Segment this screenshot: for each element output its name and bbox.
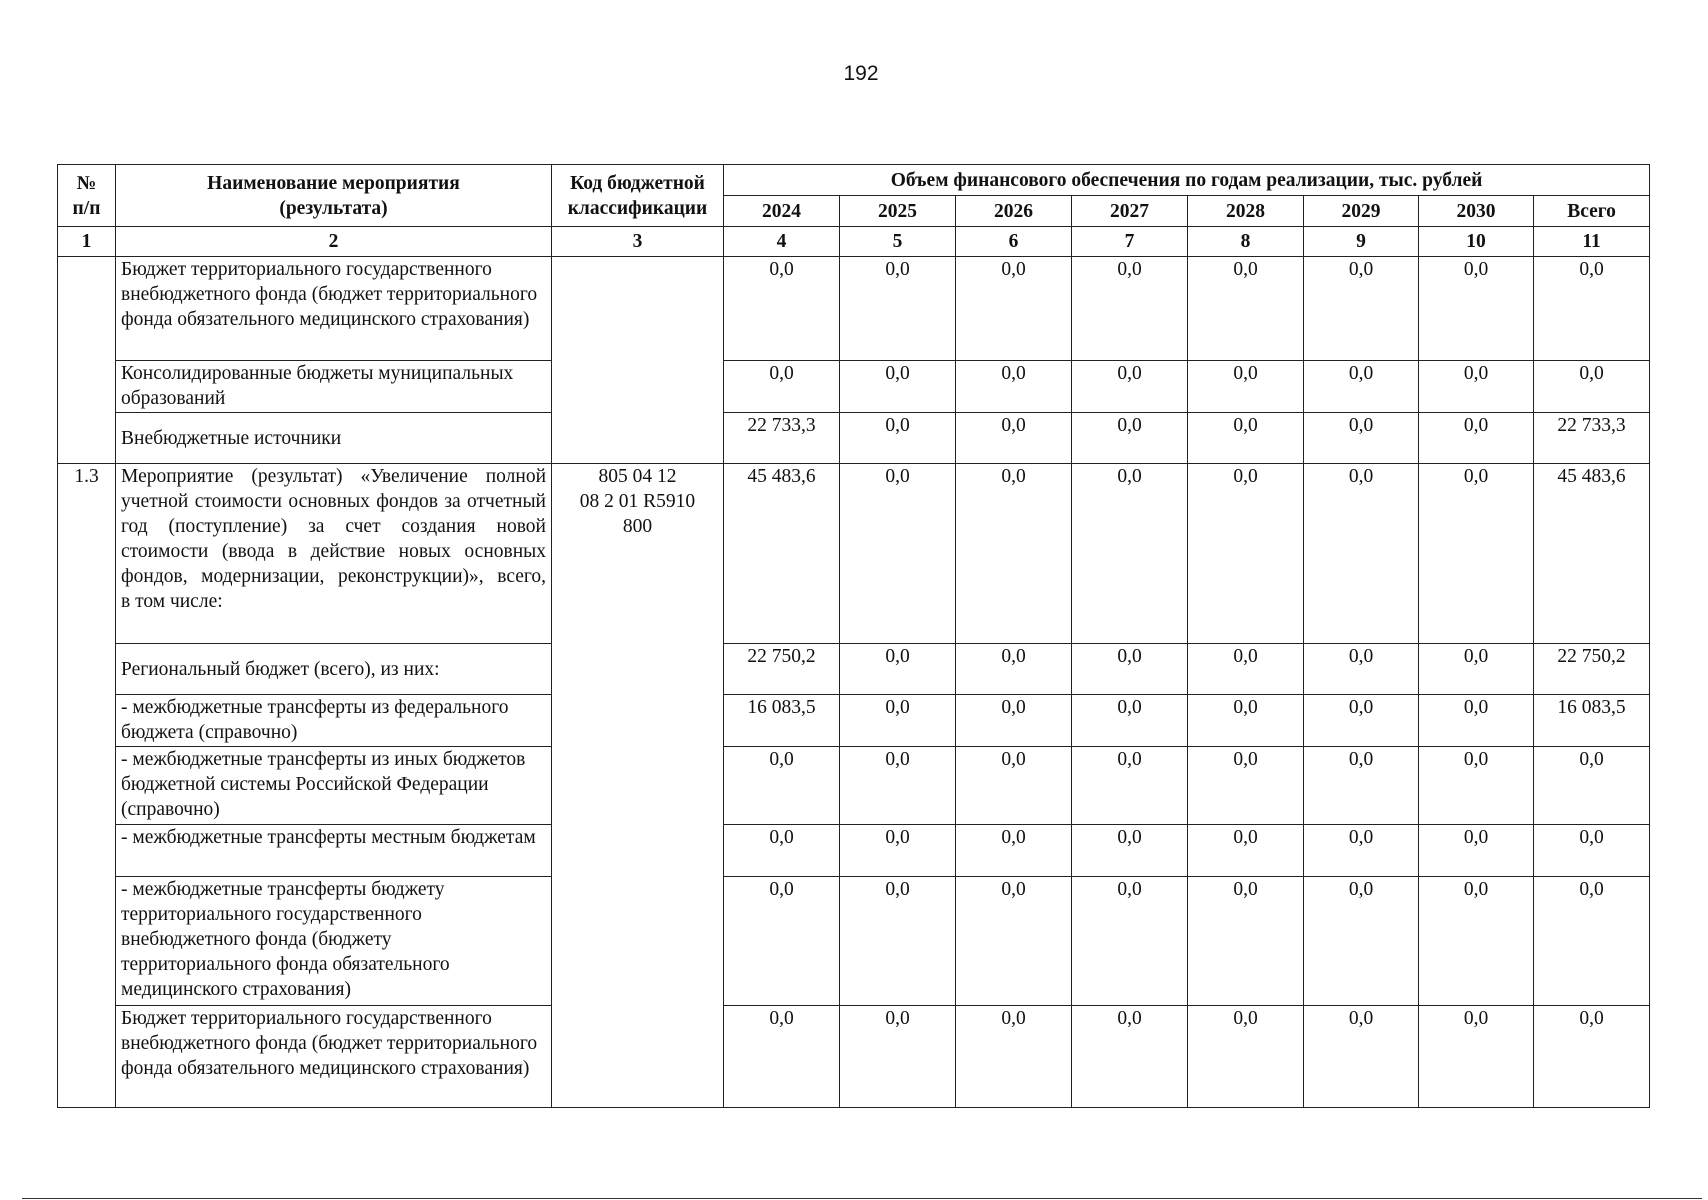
value-cell: 0,0: [1188, 825, 1304, 877]
value-cell: 0,0: [840, 644, 956, 695]
header-code-text: Код бюджетной классификации: [567, 172, 708, 219]
table-row: [58, 747, 1650, 825]
value-cell: 0,0: [1072, 644, 1188, 695]
header-year: 2027: [1072, 196, 1188, 227]
row-name-last-line: в том числе:: [121, 591, 223, 612]
value-cell: 0,0: [1072, 464, 1188, 644]
value-cell: 0,0: [1304, 361, 1419, 413]
value-cell: 0,0: [840, 361, 956, 413]
value-cell: 0,0: [1072, 747, 1188, 825]
row-name: [116, 464, 552, 644]
value-cell: 0,0: [840, 877, 956, 1006]
table-row: [58, 644, 1650, 695]
header-year: 2030: [1419, 196, 1534, 227]
value-cell: 0,0: [956, 747, 1072, 825]
column-index: 10: [1419, 227, 1534, 257]
column-index: 7: [1072, 227, 1188, 257]
value-cell: 0,0: [1304, 1006, 1419, 1108]
value-cell: 0,0: [1072, 825, 1188, 877]
row-name: - межбюджетные трансферты из федерального бюджета (справочно): [116, 695, 552, 747]
value-cell: 0,0: [1534, 257, 1650, 361]
value-cell: 0,0: [840, 747, 956, 825]
value-cell: 0,0: [1534, 1006, 1650, 1108]
value-cell: 0,0: [1304, 825, 1419, 877]
row-name: - межбюджетные трансферты бюджету территориального государственного внебюджетного фонда (бюджету территориального фонда обязательного медицинского страхования): [116, 877, 552, 1006]
row-name: Внебюджетные источники: [116, 413, 552, 464]
value-cell: 0,0: [1188, 361, 1304, 413]
column-index: 3: [552, 227, 724, 257]
row-name-main: Мероприятие (результат) «Увеличение полной учетной стоимости основных фондов за отчетный год (поступление) за счет создания новой стоимости (ввода в действие новых основных фондов, модернизации, реконструкции)», всего,: [121, 466, 546, 587]
budget-code-line: 805 04 12: [598, 466, 677, 487]
value-cell: 0,0: [1419, 747, 1534, 825]
value-cell: 0,0: [956, 1006, 1072, 1108]
header-year: 2026: [956, 196, 1072, 227]
table-row: [58, 825, 1650, 877]
value-cell: 0,0: [1419, 464, 1534, 644]
table-row: [58, 464, 1650, 644]
header-year: 2029: [1304, 196, 1419, 227]
value-cell: 0,0: [1188, 413, 1304, 464]
value-cell: 0,0: [1188, 877, 1304, 1006]
value-cell: 0,0: [956, 413, 1072, 464]
value-cell: 0,0: [1188, 747, 1304, 825]
column-index: 2: [116, 227, 552, 257]
budget-code-line: 800: [622, 516, 653, 537]
value-cell: 0,0: [1304, 747, 1419, 825]
column-index: 1: [58, 227, 116, 257]
value-cell: 0,0: [1419, 1006, 1534, 1108]
value-cell: 0,0: [840, 413, 956, 464]
table-row: [58, 695, 1650, 747]
value-cell: 0,0: [724, 747, 840, 825]
row-name: - межбюджетные трансферты местным бюджетам: [116, 825, 552, 877]
header-code: [552, 165, 724, 227]
value-cell: 0,0: [1419, 825, 1534, 877]
value-cell: 0,0: [1419, 877, 1534, 1006]
header-year: 2024: [724, 196, 840, 227]
value-cell: 22 733,3: [1534, 413, 1650, 464]
value-cell: 0,0: [1072, 695, 1188, 747]
value-cell: 22 750,2: [724, 644, 840, 695]
value-cell: 0,0: [840, 825, 956, 877]
value-cell: 0,0: [1534, 747, 1650, 825]
value-cell: 0,0: [1072, 257, 1188, 361]
value-cell: 0,0: [1072, 413, 1188, 464]
value-cell: 0,0: [1188, 695, 1304, 747]
value-cell: 0,0: [1304, 464, 1419, 644]
table-row: [58, 257, 1650, 361]
row-name: Бюджет территориального государственного внебюджетного фонда (бюджет территориального фонда обязательного медицинского страхования): [116, 1006, 552, 1108]
table-row: [58, 877, 1650, 1006]
column-index: 8: [1188, 227, 1304, 257]
value-cell: 0,0: [840, 695, 956, 747]
row-name: Региональный бюджет (всего), из них:: [116, 644, 552, 695]
value-cell: 0,0: [1188, 1006, 1304, 1108]
table-row: [58, 1006, 1650, 1108]
budget-code: [552, 464, 724, 1108]
bottom-divider: [22, 1198, 1702, 1199]
header-year: 2025: [840, 196, 956, 227]
row-index: 1.3: [58, 464, 116, 1108]
value-cell: 45 483,6: [724, 464, 840, 644]
column-index: 11: [1534, 227, 1650, 257]
table-row: [58, 413, 1650, 464]
header-number: [58, 165, 116, 227]
value-cell: 0,0: [1304, 413, 1419, 464]
header-total: Всего: [1534, 196, 1650, 227]
financing-table: [57, 164, 1650, 1108]
column-index: 6: [956, 227, 1072, 257]
value-cell: 0,0: [956, 644, 1072, 695]
header-year: 2028: [1188, 196, 1304, 227]
header-number-text: № п/п: [72, 172, 101, 219]
value-cell: 0,0: [1534, 825, 1650, 877]
value-cell: 22 750,2: [1534, 644, 1650, 695]
value-cell: 0,0: [956, 361, 1072, 413]
value-cell: 0,0: [956, 695, 1072, 747]
value-cell: 0,0: [724, 361, 840, 413]
value-cell: 0,0: [1304, 877, 1419, 1006]
value-cell: 0,0: [840, 257, 956, 361]
row-name: Консолидированные бюджеты муниципальных образований: [116, 361, 552, 413]
value-cell: 0,0: [1304, 257, 1419, 361]
value-cell: 0,0: [1188, 464, 1304, 644]
value-cell: 16 083,5: [1534, 695, 1650, 747]
value-cell: 16 083,5: [724, 695, 840, 747]
value-cell: 0,0: [1188, 644, 1304, 695]
page-number: 192: [843, 62, 879, 85]
value-cell: 0,0: [840, 1006, 956, 1108]
value-cell: 0,0: [956, 464, 1072, 644]
value-cell: 22 733,3: [724, 413, 840, 464]
value-cell: 0,0: [1072, 1006, 1188, 1108]
value-cell: 0,0: [1419, 413, 1534, 464]
column-index: 9: [1304, 227, 1419, 257]
value-cell: 0,0: [956, 877, 1072, 1006]
value-cell: 0,0: [1072, 877, 1188, 1006]
header-name-text: Наименование мероприятия (результата): [207, 172, 460, 219]
value-cell: 0,0: [1534, 877, 1650, 1006]
value-cell: 0,0: [724, 825, 840, 877]
value-cell: 0,0: [1419, 644, 1534, 695]
value-cell: 0,0: [1419, 361, 1534, 413]
header-volume: Объем финансового обеспечения по годам реализации, тыс. рублей: [724, 165, 1650, 196]
value-cell: 0,0: [1188, 257, 1304, 361]
value-cell: 45 483,6: [1534, 464, 1650, 644]
header-name: [116, 165, 552, 227]
value-cell: 0,0: [724, 877, 840, 1006]
value-cell: 0,0: [1304, 644, 1419, 695]
budget-code-line: 08 2 01 R5910: [579, 491, 696, 512]
value-cell: 0,0: [1072, 361, 1188, 413]
row-name: Бюджет территориального государственного внебюджетного фонда (бюджет территориального фонда обязательного медицинского страхования): [116, 257, 552, 361]
value-cell: 0,0: [840, 464, 956, 644]
row-code-empty: [552, 257, 724, 464]
value-cell: 0,0: [1419, 257, 1534, 361]
value-cell: 0,0: [1419, 695, 1534, 747]
value-cell: 0,0: [724, 1006, 840, 1108]
row-index-empty: [58, 257, 116, 464]
value-cell: 0,0: [1534, 361, 1650, 413]
table-row: [58, 361, 1650, 413]
value-cell: 0,0: [724, 257, 840, 361]
column-index: 5: [840, 227, 956, 257]
row-name: - межбюджетные трансферты из иных бюджетов бюджетной системы Российской Федерации (справочно): [116, 747, 552, 825]
column-index: 4: [724, 227, 840, 257]
value-cell: 0,0: [1304, 695, 1419, 747]
value-cell: 0,0: [956, 825, 1072, 877]
value-cell: 0,0: [956, 257, 1072, 361]
